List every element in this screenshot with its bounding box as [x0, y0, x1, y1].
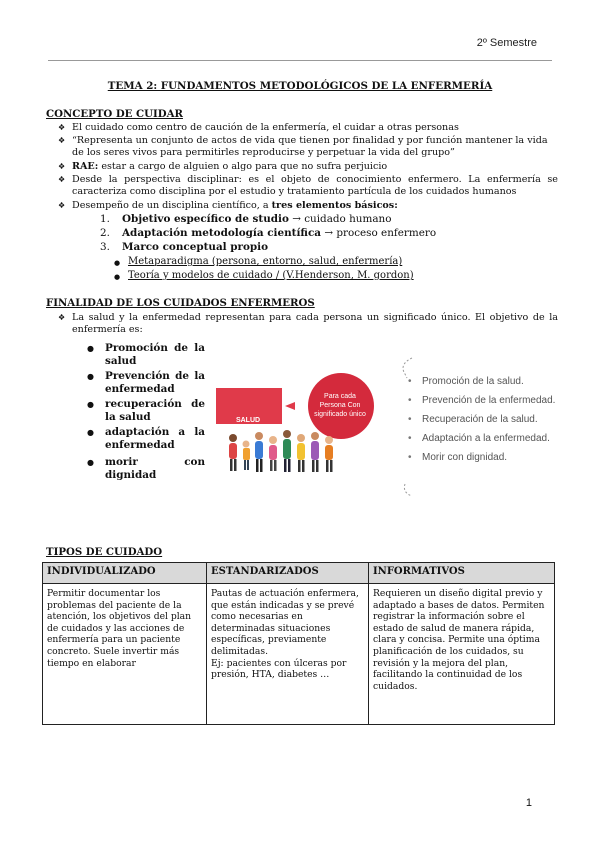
section-heading-concepto: CONCEPTO DE CUIDAR — [46, 108, 183, 120]
column-header-informativos: INFORMATIVOS — [369, 563, 555, 584]
marco-sub-teoria: ● Teoría y modelos de cuidado / (V.Henderson, M. gordon) — [128, 270, 414, 282]
objetivo-morir-text: morir con dignidad — [105, 456, 205, 481]
table-header-row — [43, 563, 555, 584]
section-heading-tipos: TIPOS DE CUIDADO — [46, 546, 163, 558]
bullet-desempeno — [58, 200, 558, 212]
objetivo-morir — [105, 456, 205, 482]
elemento-rest: → proceso enfermero — [321, 227, 437, 239]
rae-text: estar a cargo de alguien o algo para que no sufra perjuicio — [98, 161, 388, 172]
table-row — [43, 584, 555, 725]
cell-individualizado: Permitir documentar los problemas del paciente de la atención, los objetivos del plan de cuidados y las acciones de enfermería para un paciente concreto. Suele invertir más tiempo en elaborar — [43, 584, 207, 725]
elemento-number: 2. — [100, 227, 110, 239]
elemento-bold: Objetivo específico de studio — [122, 213, 289, 225]
elemento-number: 1. — [100, 213, 110, 225]
diagram-list-item: • Morir con dignidad. — [422, 452, 507, 463]
page-number: 1 — [525, 797, 532, 809]
bullet-finalidad-intro: ❖ La salud y la enfermedad representan para cada persona un significado único. El objetivo de la enfermería es: — [58, 312, 558, 336]
bullet-rae — [58, 161, 558, 173]
column-header-estandarizados: ESTANDARIZADOS — [207, 563, 369, 584]
objetivo-adaptacion: ● adaptación a la enfermedad — [105, 426, 205, 452]
arrow-icon — [285, 402, 295, 410]
page-title: TEMA 2: FUNDAMENTOS METODOLÓGICOS DE LA ENFERMERÍA — [107, 80, 493, 92]
tipos-table — [42, 562, 555, 725]
salud-box-label: SALUD ENFERMEDAD — [223, 417, 273, 433]
section-heading-finalidad: FINALIDAD DE LOS CUIDADOS ENFERMEROS — [46, 297, 315, 309]
elemento-3 — [100, 241, 268, 254]
elemento-number: 3. — [100, 241, 110, 253]
objetivo-prevencion: ● Prevención de la enfermedad — [105, 370, 205, 396]
marco-sub-metaparadigma: ● Metaparadigma (persona, entorno, salud, enfermería) — [128, 256, 402, 268]
rae-label: RAE: — [72, 161, 99, 172]
diagram-list-item: • Adaptación a la enfermedad. — [422, 433, 550, 444]
bullet-definicion: ❖ “Representa un conjunto de actos de vida que tienen por finalidad y por función mantener la vida de los seres vivos para permitirles reproducirse y perpetuar la vida del grupo” — [58, 135, 558, 159]
desempeno-bold: tres elementos básicos: — [271, 200, 398, 211]
column-header-individualizado: INDIVIDUALIZADO — [43, 563, 207, 584]
elemento-rest: → cuidado humano — [288, 213, 392, 225]
desempeno-text: Desempeño de un disciplina científico, a — [72, 200, 272, 211]
cell-estandarizados: Pautas de actuación enfermera, que están indicadas y se prevé como necesarias en determinadas situaciones específicas, previamente delimitadas. Ej: pacientes con úlceras por presión, HTA, diabetes … — [207, 584, 369, 725]
objetivo-promocion: ● Promoción de la salud — [105, 342, 205, 368]
elemento-bold: Adaptación metodología científica — [122, 227, 322, 239]
objetivo-recuperacion: ● recuperación de la salud — [105, 398, 205, 424]
bracket-top — [403, 358, 412, 378]
persona-circle-label: Para cada Persona Con significado único — [314, 393, 366, 418]
people-illustration — [229, 430, 333, 472]
bullet-cuidado: ❖ El cuidado como centro de caución de la enfermería, el cuidar a otras personas — [58, 122, 558, 134]
elemento-bold: Marco conceptual propio — [122, 241, 269, 253]
semester-label: 2º Semestre — [476, 37, 537, 49]
header-rule — [48, 60, 552, 61]
bullet-disciplinar: ❖ Desde la perspectiva disciplinar: es el objeto de conocimiento enfermero. La enfermería se caracteriza como disciplina por el estudio y tratamiento partícula de los cuidados humanos — [58, 174, 558, 198]
diagram-list-item: • Recuperación de la salud. — [422, 414, 538, 425]
diagram-list-item: • Promoción de la salud. — [422, 376, 524, 387]
diagram-list-item: • Prevención de la enfermedad. — [422, 395, 555, 406]
cell-informativos: Requieren un diseño digital previo y adaptado a bases de datos. Permiten registrar la información sobre el estado de salud de manera rápida, clara y concisa. Permite una óptima planificación de los cuidados, su revisión y la mejora del plan, facilitando la continuidad de los cuidados. — [369, 584, 555, 725]
elemento-2 — [100, 227, 436, 240]
elemento-1 — [100, 213, 392, 226]
bracket-bottom — [404, 484, 412, 496]
